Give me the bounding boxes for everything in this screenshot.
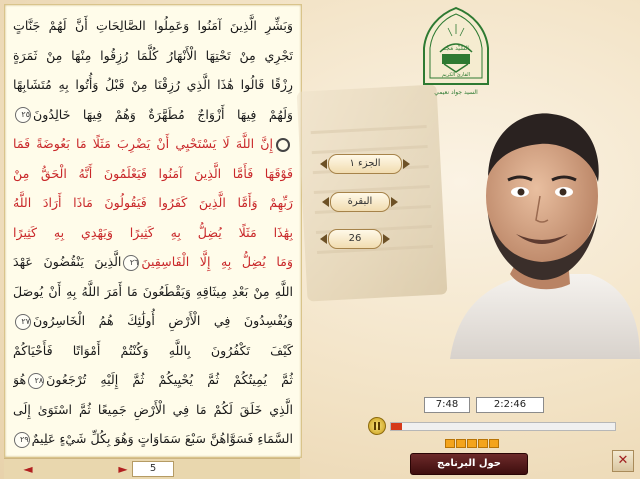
volume-dot[interactable] [456,439,466,448]
about-button[interactable]: حول البرنامج [410,453,528,475]
ayah-text: وَمَا يُضِلُّ بِهِ إِلَّا الْفَاسِقِينَ [141,254,293,269]
quran-line [13,72,293,98]
quran-line [13,102,293,128]
ayah-text: وَيُفْسِدُونَ فِي الْأَرْضِ أُولَٰئِكَ هُمُ الْخَاسِرُونَ [33,313,293,328]
current-time: 7:48 [424,397,470,413]
ayah-number: 26 [348,233,362,244]
quran-line [13,367,293,393]
ayah-text: ثُمَّ يُمِيتُكُمْ ثُمَّ يُحْيِيكُمْ ثُمَّ إِلَيْهِ تُرْجَعُونَ [46,372,293,387]
ayah-text: اللَّهِ مِنْ بَعْدِ مِيثَاقِهِ وَيَقْطَعُونَ مَا أَمَرَ اللَّهُ بِهِ أَنْ يُوصَلَ [13,283,293,299]
ayah-text-continuation: الَّذِينَ يَنْقُضُونَ عَهْدَ [13,254,122,269]
surah-badge[interactable] [330,192,390,212]
reciter-portrait [440,84,640,359]
ayah-number-marker: ٢٧ [15,314,31,330]
ayah-badge[interactable] [328,229,382,249]
quran-line [13,397,293,423]
ayah-text: بِهَٰذَا مَثَلًا يُضِلُّ بِهِ كَثِيرًا وَيَهْدِي بِهِ كَثِيرًا [13,224,293,240]
quran-line [13,249,293,275]
juz-badge[interactable] [328,154,402,174]
volume-level[interactable] [445,433,500,442]
ayah-text: الَّذِي خَلَقَ لَكُمْ مَا فِي الْأَرْضِ جَمِيعًا ثُمَّ اسْتَوَىٰ إِلَى [13,401,293,417]
ayah-number-marker: ٢٨ [28,373,44,389]
seek-progress [391,423,402,430]
volume-dot[interactable] [489,439,499,448]
quran-line [13,13,293,39]
quran-line [13,279,293,305]
quran-line [13,220,293,246]
ayah-text: رَبِّهِمْ وَأَمَّا الَّذِينَ كَفَرُوا فَيَقُولُونَ مَاذَا أَرَادَ اللَّهُ [13,195,293,210]
surah-label: البقرة [347,196,373,207]
ayah-number-marker: ٢٦ [123,255,139,271]
time-display [424,397,548,413]
ayah-number-marker: ٢٥ [15,107,31,123]
quran-line [13,308,293,334]
logo-subtitle-text: القارئ الكريم [441,72,471,78]
quran-line [13,338,293,364]
pause-icon[interactable] [368,417,386,435]
page-navigation [4,458,300,479]
quran-line [13,131,293,157]
quran-line [13,190,293,216]
ayah-text-continuation: هُوَ [13,372,27,387]
ayah-text: وَلَهُمْ فِيهَا أَزْوَاجٌ مُطَهَّرَةٌ وَهُمْ فِيهَا خَالِدُونَ [33,106,293,122]
total-time: 2:2:46 [476,397,544,413]
seek-track[interactable] [390,422,616,431]
close-icon[interactable]: ✕ [612,450,634,472]
quran-text-page [4,4,302,458]
logo-caption-text: السيد جواد نعيمي [434,89,478,96]
ayah-number-marker: ٢٩ [14,432,30,448]
ayah-text: وَبَشِّرِ الَّذِينَ آمَنُوا وَعَمِلُوا الصَّالِحَاتِ أَنَّ لَهُمْ جَنَّاتٍ [13,18,293,33]
ayah-text: رِزْقًا قَالُوا هَٰذَا الَّذِي رُزِقْنَا مِنْ قَبْلُ وَأُتُوا بِهِ مُتَشَابِهًا [13,77,293,92]
ayah-text: تَجْرِي مِنْ تَحْتِهَا الْأَنْهَارُ كُلَّمَا رُزِقُوا مِنْهَا مِنْ ثَمَرَةٍ [13,47,293,63]
volume-dot[interactable] [467,439,477,448]
quran-line [13,161,293,187]
ayah-text: السَّمَاءِ فَسَوَّاهُنَّ سَبْعَ سَمَاوَاتٍ وَهُوَ بِكُلِّ شَيْءٍ عَلِيمٌ [31,431,293,446]
juz-label: الجزء ١ [349,158,381,169]
ayah-text: كَيْفَ تَكْفُرُونَ بِاللَّهِ وَكُنْتُمْ أَمْوَاتًا فَأَحْيَاكُمْ [13,342,293,358]
logo-title-text: السَّيِّد مَجْد [443,45,469,52]
ayah-text: فَوْقَهَا فَأَمَّا الَّذِينَ آمَنُوا فَيَعْلَمُونَ أَنَّهُ الْحَقُّ مِنْ [13,165,293,181]
quran-line [13,426,293,452]
page-number-field[interactable]: 5 [132,461,174,477]
volume-dot[interactable] [445,439,455,448]
quran-line [13,43,293,69]
prev-page-arrow-icon[interactable]: ◄ [23,462,33,476]
next-page-arrow-icon[interactable]: ► [118,462,128,476]
section-marker-icon [276,138,290,152]
ayah-text: إِنَّ اللَّهَ لَا يَسْتَحْيِي أَنْ يَضْرِبَ مَثَلًا مَا بَعُوضَةً فَمَا [13,136,273,151]
volume-dot[interactable] [478,439,488,448]
